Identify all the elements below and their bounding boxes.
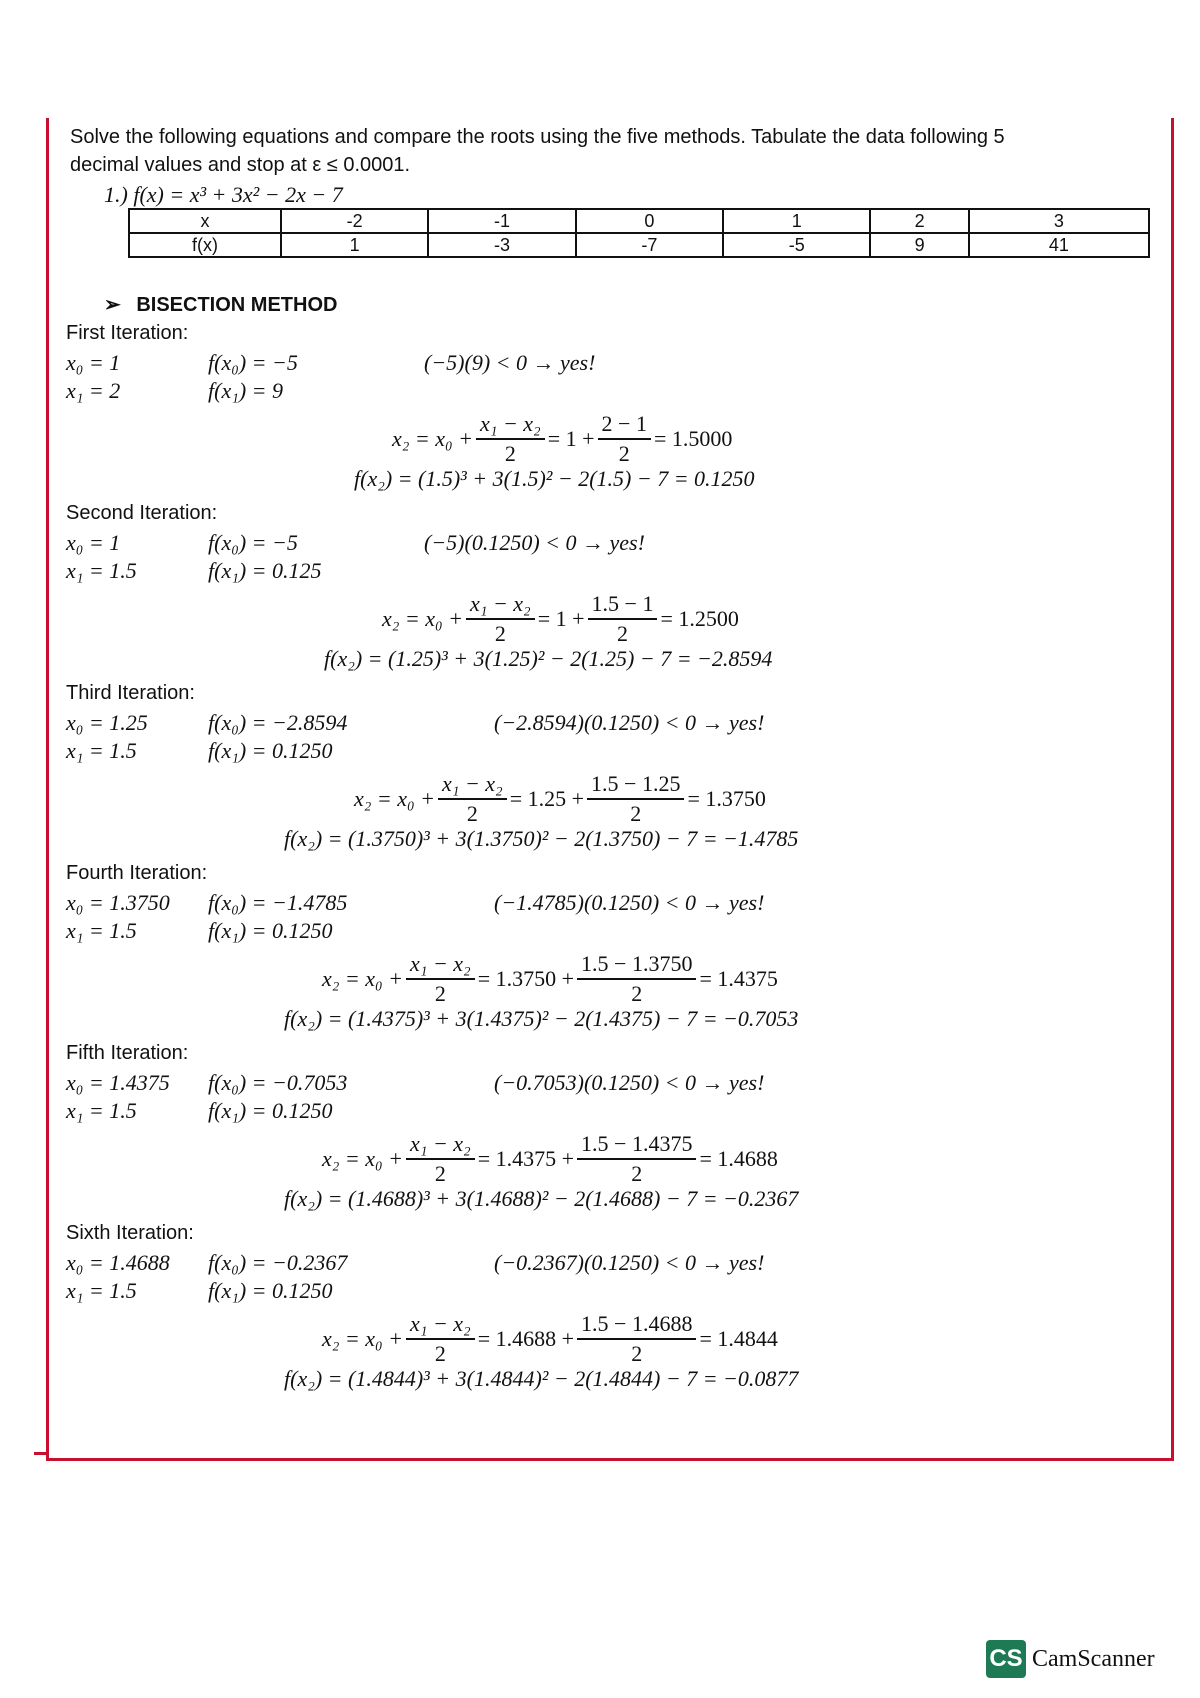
fraction-numerator: x₁ − x₂	[476, 410, 545, 440]
fx2-evaluation: f(x₂) = (1.4375)³ + 3(1.4375)² − 2(1.4375) − 7 = −0.7053	[284, 1006, 799, 1031]
x2-lhs: x₂ = x₀ +	[392, 426, 474, 451]
x1-value: x₁ = 1.5	[66, 918, 137, 943]
midpoint-fraction	[476, 410, 545, 468]
arrow-bullet-icon: ➢	[104, 294, 121, 316]
fraction-denominator: 2	[434, 1341, 446, 1366]
x2-equation	[382, 590, 739, 648]
table-cell: -1	[428, 209, 575, 233]
x2-lhs: x₂ = x₀ +	[322, 1326, 404, 1351]
x2-middle: = 1 +	[537, 606, 585, 631]
sign-check: (−5)(9) < 0 → yes!	[424, 350, 596, 375]
x2-middle: = 1.4375 +	[477, 1146, 575, 1171]
x2-lhs: x₂ = x₀ +	[322, 966, 404, 991]
x0-value: x₀ = 1.4688	[66, 1250, 170, 1275]
x0-value: x₀ = 1.4375	[66, 1070, 170, 1095]
fraction-denominator: 2	[618, 441, 630, 466]
sign-check: (−5)(0.1250) < 0 → yes!	[424, 530, 645, 555]
x1-value: x₁ = 1.5	[66, 1098, 137, 1123]
fraction-denominator: 2	[466, 801, 478, 826]
numeric-fraction	[577, 1130, 696, 1188]
x1-value: x₁ = 1.5	[66, 558, 137, 583]
table-header-fx: f(x)	[129, 233, 281, 257]
table-cell: 2	[870, 209, 968, 233]
x2-result: = 1.4375	[699, 966, 778, 991]
sign-check: (−0.7053)(0.1250) < 0 → yes!	[494, 1070, 765, 1095]
fx1-value: f(x₁) = 0.1250	[208, 738, 333, 763]
fraction-denominator: 2	[631, 1161, 643, 1186]
fraction-numerator: 1.5 − 1.25	[587, 770, 684, 800]
table-cell: 1	[281, 233, 428, 257]
x2-equation	[322, 950, 778, 1008]
fraction-denominator: 2	[630, 801, 642, 826]
numeric-fraction	[577, 950, 696, 1008]
x2-equation	[354, 770, 766, 828]
table-cell: -2	[281, 209, 428, 233]
fraction-denominator: 2	[616, 621, 628, 646]
iteration-label: Third Iteration:	[66, 682, 195, 704]
midpoint-fraction	[406, 1310, 475, 1368]
camscanner-logo-icon: CS	[986, 1640, 1026, 1678]
iteration-label: Second Iteration:	[66, 502, 218, 524]
x2-middle: = 1 +	[547, 426, 595, 451]
fraction-numerator: 2 − 1	[598, 410, 651, 440]
fraction-denominator: 2	[494, 621, 506, 646]
x2-result: = 1.2500	[660, 606, 739, 631]
iteration-label: Sixth Iteration:	[66, 1222, 194, 1244]
x2-lhs: x₂ = x₀ +	[322, 1146, 404, 1171]
numeric-fraction	[587, 770, 684, 828]
x2-equation	[322, 1310, 778, 1368]
fraction-numerator: 1.5 − 1.4688	[577, 1310, 696, 1340]
table-header-x: x	[129, 209, 281, 233]
fraction-numerator: x₁ − x₂	[406, 1310, 475, 1340]
table-cell: -7	[576, 233, 723, 257]
intro-line-2: decimal values and stop at ε ≤ 0.0001.	[70, 154, 411, 176]
fx2-evaluation: f(x₂) = (1.25)³ + 3(1.25)² − 2(1.25) − 7 = −2.8594	[324, 646, 773, 671]
problem-statement: 1.) f(x) = x³ + 3x² − 2x − 7	[104, 182, 343, 207]
x1-value: x₁ = 1.5	[66, 1278, 137, 1303]
fx0-value: f(x₀) = −5	[208, 350, 298, 375]
fx2-evaluation: f(x₂) = (1.3750)³ + 3(1.3750)² − 2(1.3750) − 7 = −1.4785	[284, 826, 799, 851]
table-cell: 0	[576, 209, 723, 233]
fraction-numerator: x₁ − x₂	[438, 770, 507, 800]
x2-lhs: x₂ = x₀ +	[354, 786, 436, 811]
midpoint-fraction	[406, 1130, 475, 1188]
method-title: BISECTION METHOD	[136, 294, 338, 316]
x2-middle: = 1.3750 +	[477, 966, 575, 991]
table-cell: 41	[969, 233, 1149, 257]
numeric-fraction	[588, 590, 658, 648]
fraction-denominator: 2	[504, 441, 516, 466]
sign-check: (−2.8594)(0.1250) < 0 → yes!	[494, 710, 765, 735]
midpoint-fraction	[438, 770, 507, 828]
x2-result: = 1.5000	[653, 426, 733, 451]
fraction-numerator: 1.5 − 1.3750	[577, 950, 696, 980]
fx0-value: f(x₀) = −2.8594	[208, 710, 348, 735]
fx1-value: f(x₁) = 0.1250	[208, 1098, 333, 1123]
x0-value: x₀ = 1	[66, 530, 121, 555]
iteration-label: Fifth Iteration:	[66, 1042, 189, 1064]
iteration-label: Fourth Iteration:	[66, 862, 208, 884]
camscanner-watermark	[986, 1640, 1155, 1678]
fx2-evaluation: f(x₂) = (1.4688)³ + 3(1.4688)² − 2(1.4688) − 7 = −0.2367	[284, 1186, 799, 1211]
x0-value: x₀ = 1.3750	[66, 890, 170, 915]
fx0-value: f(x₀) = −5	[208, 530, 298, 555]
x1-value: x₁ = 2	[66, 378, 121, 403]
fx2-evaluation: f(x₂) = (1.5)³ + 3(1.5)² − 2(1.5) − 7 = 0.1250	[354, 466, 755, 491]
x2-result: = 1.4844	[699, 1326, 778, 1351]
fx0-value: f(x₀) = −0.7053	[208, 1070, 348, 1095]
midpoint-fraction	[406, 950, 475, 1008]
x0-value: x₀ = 1.25	[66, 710, 148, 735]
fraction-denominator: 2	[434, 1161, 446, 1186]
value-table	[128, 208, 1150, 258]
midpoint-fraction	[466, 590, 535, 648]
fx1-value: f(x₁) = 9	[208, 378, 284, 403]
x2-middle: = 1.25 +	[509, 786, 585, 811]
fx0-value: f(x₀) = −1.4785	[208, 890, 348, 915]
camscanner-brand: CamScanner	[1032, 1645, 1155, 1672]
x2-equation	[322, 1130, 778, 1188]
table-row-x	[129, 209, 1149, 233]
fraction-numerator: x₁ − x₂	[406, 950, 475, 980]
fraction-numerator: 1.5 − 1	[588, 590, 658, 620]
x2-lhs: x₂ = x₀ +	[382, 606, 464, 631]
fx2-evaluation: f(x₂) = (1.4844)³ + 3(1.4844)² − 2(1.4844) − 7 = −0.0877	[284, 1366, 799, 1391]
x1-value: x₁ = 1.5	[66, 738, 137, 763]
sign-check: (−1.4785)(0.1250) < 0 → yes!	[494, 890, 765, 915]
fraction-denominator: 2	[631, 981, 643, 1006]
frame-corner	[34, 1452, 48, 1455]
numeric-fraction	[598, 410, 651, 468]
x2-result: = 1.3750	[687, 786, 766, 811]
fx1-value: f(x₁) = 0.125	[208, 558, 322, 583]
fraction-denominator: 2	[631, 1341, 643, 1366]
table-cell: 9	[870, 233, 968, 257]
fraction-numerator: x₁ − x₂	[466, 590, 535, 620]
sign-check: (−0.2367)(0.1250) < 0 → yes!	[494, 1250, 765, 1275]
fraction-numerator: x₁ − x₂	[406, 1130, 475, 1160]
table-cell: 1	[723, 209, 870, 233]
x0-value: x₀ = 1	[66, 350, 121, 375]
intro-line-1: Solve the following equations and compare the roots using the five methods. Tabulate the data following 5	[70, 126, 1005, 148]
x2-result: = 1.4688	[699, 1146, 778, 1171]
x2-middle: = 1.4688 +	[477, 1326, 575, 1351]
fraction-denominator: 2	[434, 981, 446, 1006]
table-cell: 3	[969, 209, 1149, 233]
table-row-fx	[129, 233, 1149, 257]
table-cell: -3	[428, 233, 575, 257]
fraction-numerator: 1.5 − 1.4375	[577, 1130, 696, 1160]
fx0-value: f(x₀) = −0.2367	[208, 1250, 348, 1275]
fx1-value: f(x₁) = 0.1250	[208, 918, 333, 943]
iteration-label: First Iteration:	[66, 322, 189, 344]
x2-equation	[392, 410, 732, 468]
fx1-value: f(x₁) = 0.1250	[208, 1278, 333, 1303]
table-cell: -5	[723, 233, 870, 257]
numeric-fraction	[577, 1310, 696, 1368]
method-heading	[104, 292, 337, 317]
